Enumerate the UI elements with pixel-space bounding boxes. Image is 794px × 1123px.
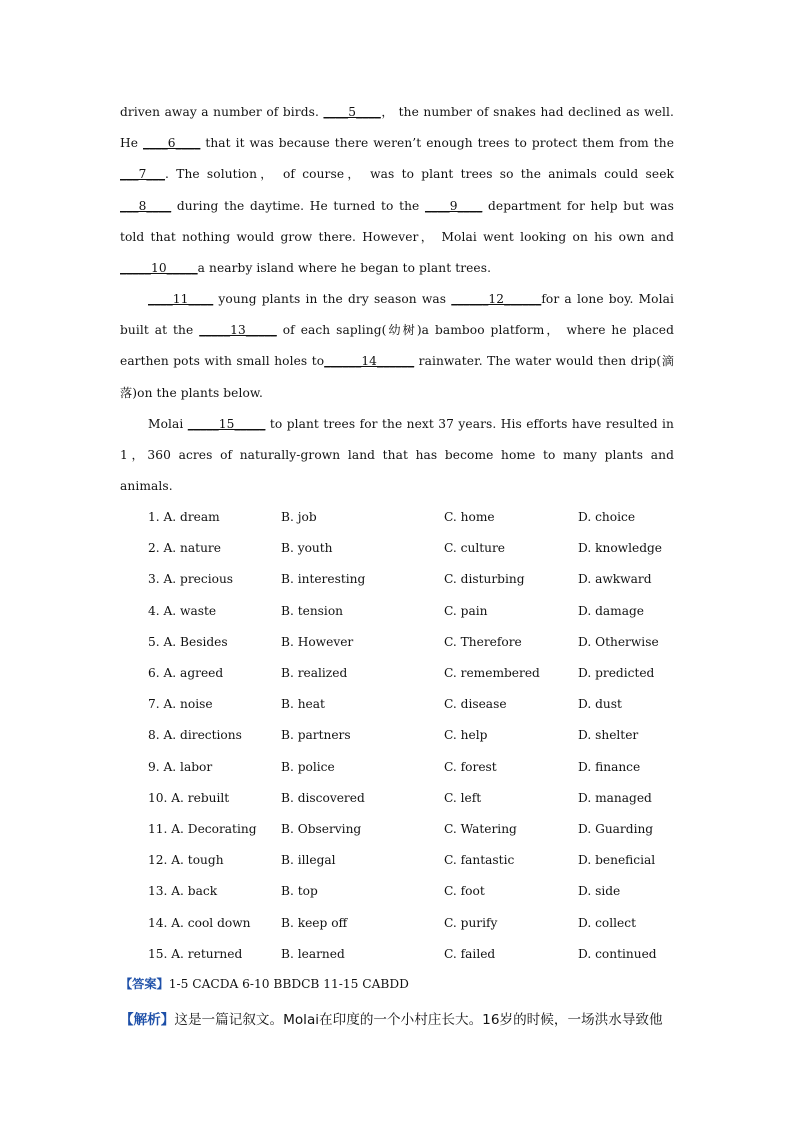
- passage-blank: _____13_____: [199, 323, 277, 338]
- passage-blank: ____11____: [148, 292, 214, 306]
- option-b: B. job: [281, 510, 317, 524]
- option-b: B. partners: [281, 728, 351, 743]
- option-a: 5. A. Besides: [148, 634, 228, 649]
- option-b: B. top: [281, 884, 318, 899]
- option-a: 7. A. noise: [148, 697, 213, 712]
- option-b: B. tension: [281, 603, 344, 618]
- option-b: B. However: [281, 634, 354, 649]
- option-c: C. foot: [444, 884, 485, 899]
- passage-blank: ______12______: [451, 292, 542, 306]
- option-b: B. youth: [281, 541, 333, 556]
- option-b: B. discovered: [281, 790, 365, 805]
- option-c: C. purify: [444, 915, 498, 930]
- passage-text: of each sapling(幼树)a bamboo platform， where he placed earthen pots with small holes to: [120, 323, 674, 369]
- passage-text: during the daytime. He turned to the: [171, 198, 425, 213]
- passage-blank: ____5____: [323, 105, 381, 119]
- option-a: 12. A. tough: [148, 853, 224, 868]
- passage-blank: ___8____: [120, 198, 172, 213]
- analysis-tag: 【解析】: [120, 1012, 175, 1028]
- option-c: C. disturbing: [444, 572, 525, 587]
- option-d: D. collect: [578, 915, 636, 930]
- analysis-line: [120, 1008, 680, 1028]
- passage-paragraph-3: [120, 409, 674, 503]
- passage-paragraph-2: [120, 284, 674, 409]
- option-c: C. pain: [444, 603, 488, 618]
- option-a: 8. A. directions: [148, 728, 242, 743]
- option-a: 15. A. returned: [148, 946, 243, 961]
- option-a: 10. A. rebuilt: [148, 790, 230, 805]
- option-d: D. managed: [578, 790, 652, 805]
- option-c: C. disease: [444, 697, 507, 712]
- passage-blank: _____10_____: [120, 261, 198, 276]
- passage-text: ， the number of snakes had declined as well. He: [120, 105, 674, 151]
- passage-blank: ______14______: [324, 354, 415, 369]
- option-b: B. police: [281, 759, 335, 774]
- option-c: C. left: [444, 790, 482, 805]
- option-d: D. damage: [578, 603, 644, 618]
- passage-text: for a lone boy. Molai built at the: [120, 292, 674, 338]
- option-a: 9. A. labor: [148, 759, 213, 774]
- answer-tag: 【答案】: [120, 977, 169, 991]
- passage-text: . The solution， of course， was to plant trees so the animals could seek: [165, 167, 674, 182]
- option-d: D. shelter: [578, 728, 639, 743]
- passage-text: department for help but was told that nothing would grow there. However， Molai went looking on his own and: [120, 198, 674, 244]
- passage-text: young plants in the dry season was: [213, 292, 452, 306]
- passage-blank: _____15_____: [187, 417, 266, 431]
- option-c: C. help: [444, 728, 488, 743]
- option-b: B. interesting: [281, 572, 366, 587]
- option-a: 14. A. cool down: [148, 915, 251, 930]
- option-c: C. forest: [444, 759, 497, 774]
- passage-text: driven away a number of birds.: [120, 105, 324, 119]
- option-d: D. Guarding: [578, 822, 654, 836]
- option-a: 4. A. waste: [148, 603, 217, 618]
- option-c: C. remembered: [444, 666, 540, 680]
- passage-paragraph-1: [120, 97, 674, 284]
- option-c: C. home: [444, 510, 495, 524]
- passage-text: a nearby island where he began to plant trees.: [197, 261, 492, 276]
- option-b: B. illegal: [281, 853, 336, 868]
- analysis-text: 这是一篇记叙文。Molai在印度的一个小村庄长大。16岁的时候，一场洪水导致他: [174, 1012, 663, 1028]
- option-d: D. finance: [578, 759, 641, 774]
- option-b: B. realized: [281, 666, 348, 680]
- passage-text: Molai: [148, 417, 188, 431]
- option-c: C. failed: [444, 946, 496, 961]
- option-d: D. knowledge: [578, 541, 663, 556]
- passage-blank: ____6____: [143, 136, 201, 151]
- option-d: D. dust: [578, 697, 622, 712]
- option-b: B. heat: [281, 697, 325, 712]
- answer-line: [120, 975, 409, 992]
- option-a: 2. A. nature: [148, 541, 221, 556]
- option-d: D. continued: [578, 946, 657, 961]
- answer-text: 1-5 CACDA 6-10 BBDCB 11-15 CABDD: [168, 977, 409, 991]
- option-c: C. Therefore: [444, 634, 522, 649]
- option-d: D. predicted: [578, 666, 655, 680]
- passage-blank: ___7___: [120, 167, 166, 182]
- option-c: C. culture: [444, 541, 505, 556]
- option-a: 11. A. Decorating: [148, 822, 257, 836]
- option-a: 1. A. dream: [148, 510, 220, 524]
- option-c: C. Watering: [444, 822, 517, 836]
- option-d: D. Otherwise: [578, 634, 659, 649]
- option-d: D. choice: [578, 510, 636, 524]
- option-d: D. beneficial: [578, 853, 656, 868]
- passage-text: that it was because there weren’t enough trees to protect them from the: [200, 136, 675, 151]
- passage-blank: ____9____: [424, 198, 483, 213]
- option-c: C. fantastic: [444, 853, 515, 868]
- passage-text: to plant trees for the next 37 years. His efforts have resulted in 1，360 acres of naturally-grown land that has become home to many plants and animals.: [120, 417, 675, 494]
- option-a: 6. A. agreed: [148, 666, 224, 680]
- option-a: 13. A. back: [148, 884, 218, 899]
- option-d: D. awkward: [578, 572, 652, 587]
- option-b: B. Observing: [281, 822, 362, 836]
- option-d: D. side: [578, 884, 621, 899]
- passage-text: rainwater. The water would then drip(滴落)on the plants below.: [120, 354, 674, 400]
- option-a: 3. A. precious: [148, 572, 234, 587]
- option-b: B. keep off: [281, 915, 348, 930]
- option-b: B. learned: [281, 946, 345, 961]
